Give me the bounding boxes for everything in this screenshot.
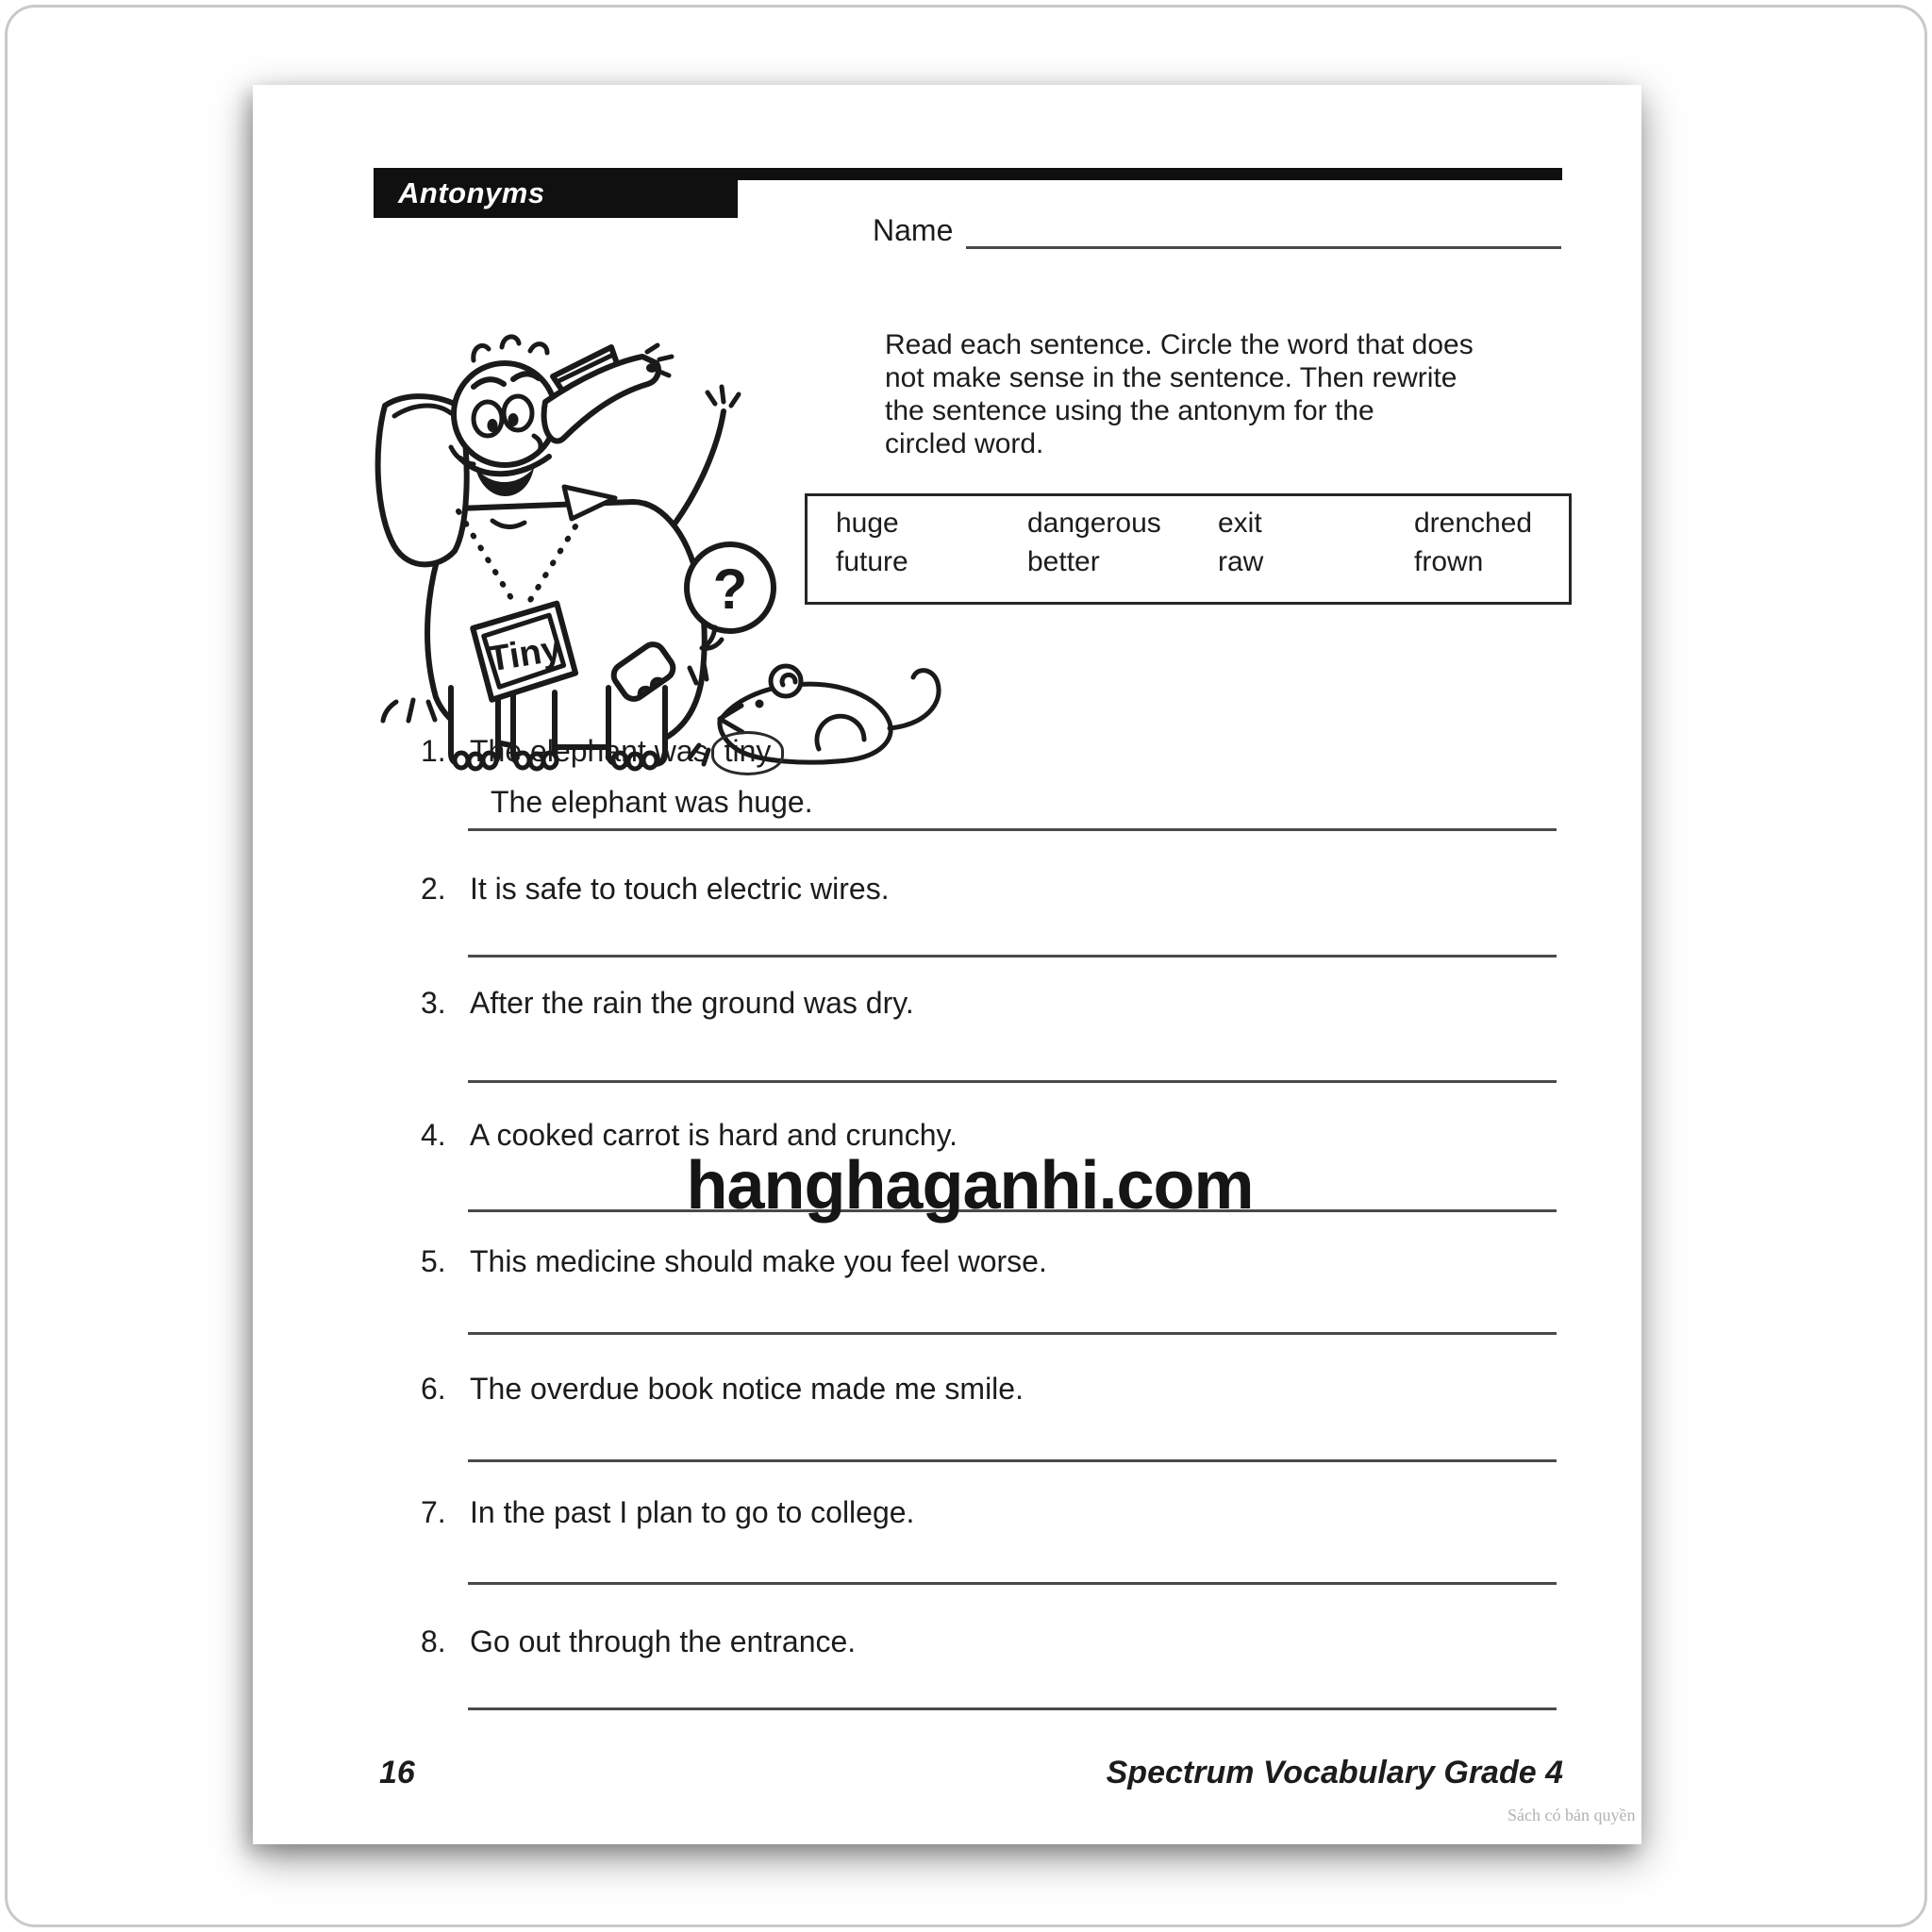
question-text: This medicine should make you feel worse.: [470, 1244, 1047, 1278]
word-bank-word: better: [1027, 546, 1100, 577]
answer-line-3: [468, 1080, 1557, 1083]
section-tab: [374, 168, 738, 218]
question-text: A cooked carrot is hard and crunchy.: [470, 1118, 958, 1152]
word-bank-word: huge: [836, 508, 899, 539]
elephant-tail: [675, 387, 739, 523]
question-5: [421, 1244, 1047, 1279]
question-6: [421, 1372, 1024, 1407]
question-3: [421, 986, 914, 1021]
word-bank-word: frown: [1414, 546, 1484, 577]
answer-line-2: [468, 955, 1557, 958]
word-bank-word: future: [836, 546, 908, 577]
site-watermark: hanghaganhi.com: [686, 1148, 1254, 1224]
word-bank-word: drenched: [1414, 508, 1533, 539]
question-number: 6.: [421, 1372, 446, 1406]
instructions-line: not make sense in the sentence. Then rewrite: [885, 362, 1457, 393]
question-2: [421, 872, 890, 907]
word-bank-word: raw: [1218, 546, 1264, 577]
motion-marks-left: [383, 700, 435, 721]
answer-line-6: [468, 1459, 1557, 1462]
question-1-answer: The elephant was huge.: [491, 785, 813, 819]
question-number: 4.: [421, 1118, 446, 1152]
page-number: 16: [379, 1755, 415, 1790]
book-title: Spectrum Vocabulary Grade 4: [1106, 1755, 1563, 1790]
question-8: [421, 1624, 856, 1659]
question-text: Go out through the entrance.: [470, 1624, 857, 1658]
question-text: The elephant was: [470, 734, 708, 768]
answer-line-5: [468, 1332, 1557, 1335]
question-text: It is safe to touch electric wires.: [470, 872, 890, 906]
word-bank-word: dangerous: [1027, 508, 1161, 539]
name-blank-line: [966, 246, 1561, 249]
name-label: Name: [873, 213, 954, 247]
answer-line-1: [468, 828, 1557, 831]
question-number: 8.: [421, 1624, 446, 1658]
elephant-mouse-illustration: [364, 325, 1024, 773]
instructions-line: circled word.: [885, 428, 1044, 459]
question-text: In the past I plan to go to college.: [470, 1495, 915, 1529]
word-bank-word: exit: [1218, 508, 1262, 539]
question-number: 3.: [421, 986, 446, 1020]
question-number: 2.: [421, 872, 446, 906]
answer-line-7: [468, 1582, 1557, 1585]
question-7: [421, 1495, 914, 1530]
question-number: 7.: [421, 1495, 446, 1529]
answer-line-8: [468, 1707, 1557, 1710]
instructions-line: the sentence using the antonym for the: [885, 395, 1374, 426]
tiny-tag-text: Tiny: [485, 628, 564, 680]
worksheet-page: [253, 85, 1641, 1844]
question-number: 5.: [421, 1244, 446, 1278]
question-text: After the rain the ground was dry.: [470, 986, 914, 1020]
elephant-hair-curls: [474, 337, 547, 360]
question-mark-text: ?: [712, 558, 748, 621]
circled-word: tiny: [711, 731, 785, 775]
section-tab-label: Antonyms: [398, 175, 545, 209]
question-1: [421, 731, 784, 775]
question-number: 1.: [421, 734, 446, 768]
copyright-note: Sách có bản quyền: [1507, 1806, 1636, 1824]
instructions-line: Read each sentence. Circle the word that does: [885, 329, 1474, 360]
question-text: The overdue book notice made me smile.: [470, 1372, 1024, 1406]
